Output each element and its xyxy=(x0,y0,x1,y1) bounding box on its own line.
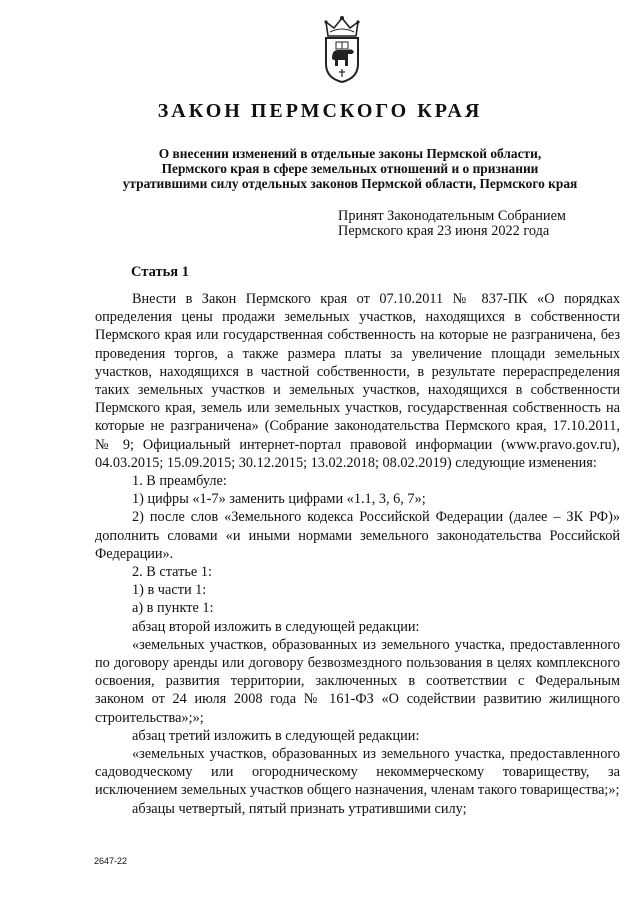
paragraph: 1. В преамбуле: xyxy=(132,473,227,490)
subtitle-line: О внесении изменений в отдельные законы Пермской области, xyxy=(158,146,542,161)
adoption-line: Пермского края 23 июня 2022 года xyxy=(338,223,550,239)
paragraph: Внести в Закон Пермского края от 07.10.2011 № 837-ПК «О порядках определения цены продажи земельных участков, находящихся в собственности Пермского края или государственная собственность на которые не разграничена, без проведения торгов, а также размера платы за увеличение площади земельных участков, находящихся в частной собственности, в результате перераспределения таких земельных участков и земельных участков, находящихся в собственности Пермского края, земель или земельных участков, государственная собственность на которые не разграничена» (Собрание законодательства Пермского края, 17.10.2011, № 9; Официальный интернет-портал правовой информации (www.pravo.gov.ru), 04.03.2015; 15.09.2015; 30.12.2015; 13.02.2018; 08.02.2019) следующие изменения: xyxy=(95,291,620,471)
paragraph: 1) цифры «1-7» заменить цифрами «1.1, 3, 6, 7»; xyxy=(132,491,426,508)
subtitle-line: Пермского края в сфере земельных отношений и о признании xyxy=(161,161,539,176)
adoption-line: Принят Законодательным Собранием xyxy=(338,208,566,224)
law-title: ЗАКОН ПЕРМСКОГО КРАЯ xyxy=(157,100,483,122)
paragraph: 2) после слов «Земельного кодекса Российской Федерации (далее – ЗК РФ)» дополнить словами «и иными нормами земельного законодательства Российской Федерации». xyxy=(95,509,620,562)
paragraph: 1) в части 1: xyxy=(132,582,207,599)
law-subtitle xyxy=(90,146,610,191)
document-code: 2647-22 xyxy=(94,856,128,866)
adoption-note xyxy=(338,209,566,239)
article-heading: Статья 1 xyxy=(131,264,189,280)
paragraph: абзац второй изложить в следующей редакции: xyxy=(132,618,420,635)
subtitle-line: утратившими силу отдельных законов Пермской области, Пермского края xyxy=(122,176,578,191)
paragraph: абзац третий изложить в следующей редакции: xyxy=(132,727,420,744)
paragraph: 2. В статье 1: xyxy=(132,564,212,581)
paragraph: «земельных участков, образованных из земельного участка, предоставленного садоводческому или огородническому некоммерческому товариществу, за исключением земельных участков общего назначения, членам такого товарищества;»; xyxy=(95,746,620,799)
paragraph: а) в пункте 1: xyxy=(132,600,214,617)
article-body xyxy=(95,290,620,818)
coat-of-arms-icon xyxy=(318,14,366,84)
paragraph: «земельных участков, образованных из земельного участка, предоставленного по договору аренды или договору безвозмездного пользования в целях комплексного освоения, развития территории, заключенных в соответствии с Федеральным законом от 24 июля 2008 года № 161-ФЗ «О содействии развитию жилищного строительства»;»; xyxy=(95,636,620,726)
paragraph: абзацы четвертый, пятый признать утратившими силу; xyxy=(132,800,467,817)
